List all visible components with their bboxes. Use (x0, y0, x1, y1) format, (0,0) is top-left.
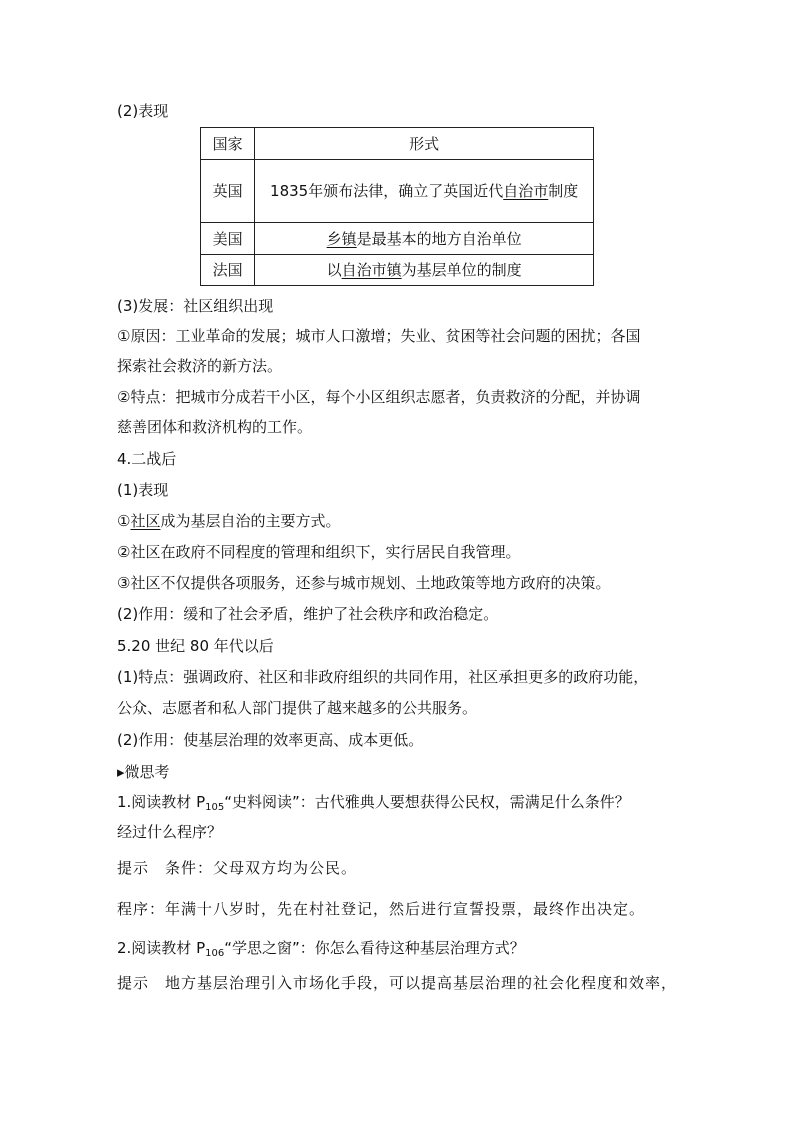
form-text: 为基层单位的制度 (401, 261, 522, 279)
section3-reason-line2: 探索社会救济的新方法。 (117, 357, 283, 375)
form-text: 以 (326, 261, 342, 279)
page-subscript: 106 (205, 948, 225, 959)
section3-reason-line1: ①原因：工业革命的发展；城市人口激增；失业、贫困等社会问题的困扰；各国 (117, 327, 641, 345)
question-text: 1.阅读教材 P (117, 793, 206, 811)
section4-item3: ③社区不仅提供各项服务，还参与城市规划、土地政策等地方政府的决策。 (117, 574, 611, 592)
question1-line2: 经过什么程序？ (117, 823, 223, 841)
section5-feature-line2: 公众、志愿者和私人部门提供了越来越多的公共服务。 (117, 699, 478, 717)
form-term-underlined: 乡镇 (326, 229, 357, 248)
form-cell (255, 255, 594, 286)
table-row (201, 160, 594, 223)
country-cell: 法国 (201, 255, 255, 286)
term-underlined: 社区 (130, 512, 161, 530)
table-row (201, 255, 594, 286)
section4-heading: 4.二战后 (117, 450, 177, 468)
form-text: 是最基本的地方自治单位 (356, 229, 522, 248)
page-subscript: 105 (205, 802, 225, 813)
header-form: 形式 (255, 128, 594, 160)
section3-feature-line1: ②特点：把城市分成若干小区，每个小区组织志愿者，负责救济的分配，并协调 (117, 388, 641, 406)
item-text: 成为基层自治的主要方式。 (160, 512, 341, 530)
section4-sub2: (2)作用：缓和了社会矛盾，维护了社会秩序和政治稳定。 (117, 605, 499, 623)
self-government-table (200, 127, 594, 286)
question2-line1 (117, 938, 525, 964)
micro-think-heading: ▸微思考 (117, 763, 170, 781)
form-text: 制度 (548, 181, 579, 200)
section5-heading: 5.20 世纪 80 年代以后 (117, 637, 274, 655)
section4-item2: ②社区在政府不同程度的管理和组织下，实行居民自我管理。 (117, 543, 521, 561)
section3-heading: (3)发展：社区组织出现 (117, 297, 274, 315)
table-row (201, 223, 594, 255)
form-text: 1835年颁布法律，确立了英国近代 (270, 181, 504, 200)
section3-feature-line2: 慈善团体和救济机构的工作。 (117, 418, 313, 436)
section5-feature-line1: (1)特点：强调政府、社区和非政府组织的共同作用，社区承担更多的政府功能， (117, 668, 649, 686)
question1-line1 (117, 792, 630, 818)
section4-item1 (117, 511, 340, 531)
form-term-underlined: 自治市镇 (341, 261, 402, 279)
country-cell: 美国 (201, 223, 255, 255)
form-term-underlined: 自治市 (503, 181, 549, 200)
question-text: 2.阅读教材 P (117, 939, 206, 957)
form-cell (255, 223, 594, 255)
question-text: “史料阅读”：古代雅典人要想获得公民权，需满足什么条件？ (224, 793, 630, 811)
section4-sub1: (1)表现 (117, 481, 169, 499)
country-cell: 英国 (201, 160, 255, 223)
table-header-row (201, 128, 594, 160)
form-cell (255, 160, 594, 223)
question1-procedure: 程序：年满十八岁时，先在村社登记，然后进行宣誓投票，最终作出决定。 (117, 900, 646, 918)
question2-hint: 提示 地方基层治理引入市场化手段，可以提高基层治理的社会化程度和效率， (117, 974, 678, 992)
section5-effect: (2)作用：使基层治理的效率更高、成本更低。 (117, 731, 424, 749)
question1-hint: 提示 条件：父母双方均为公民。 (117, 859, 358, 877)
item-marker: ① (117, 512, 131, 530)
section2-heading: (2)表现 (117, 102, 169, 120)
question-text: “学思之窗”：你怎么看待这种基层治理方式？ (224, 939, 525, 957)
header-country: 国家 (201, 128, 255, 160)
